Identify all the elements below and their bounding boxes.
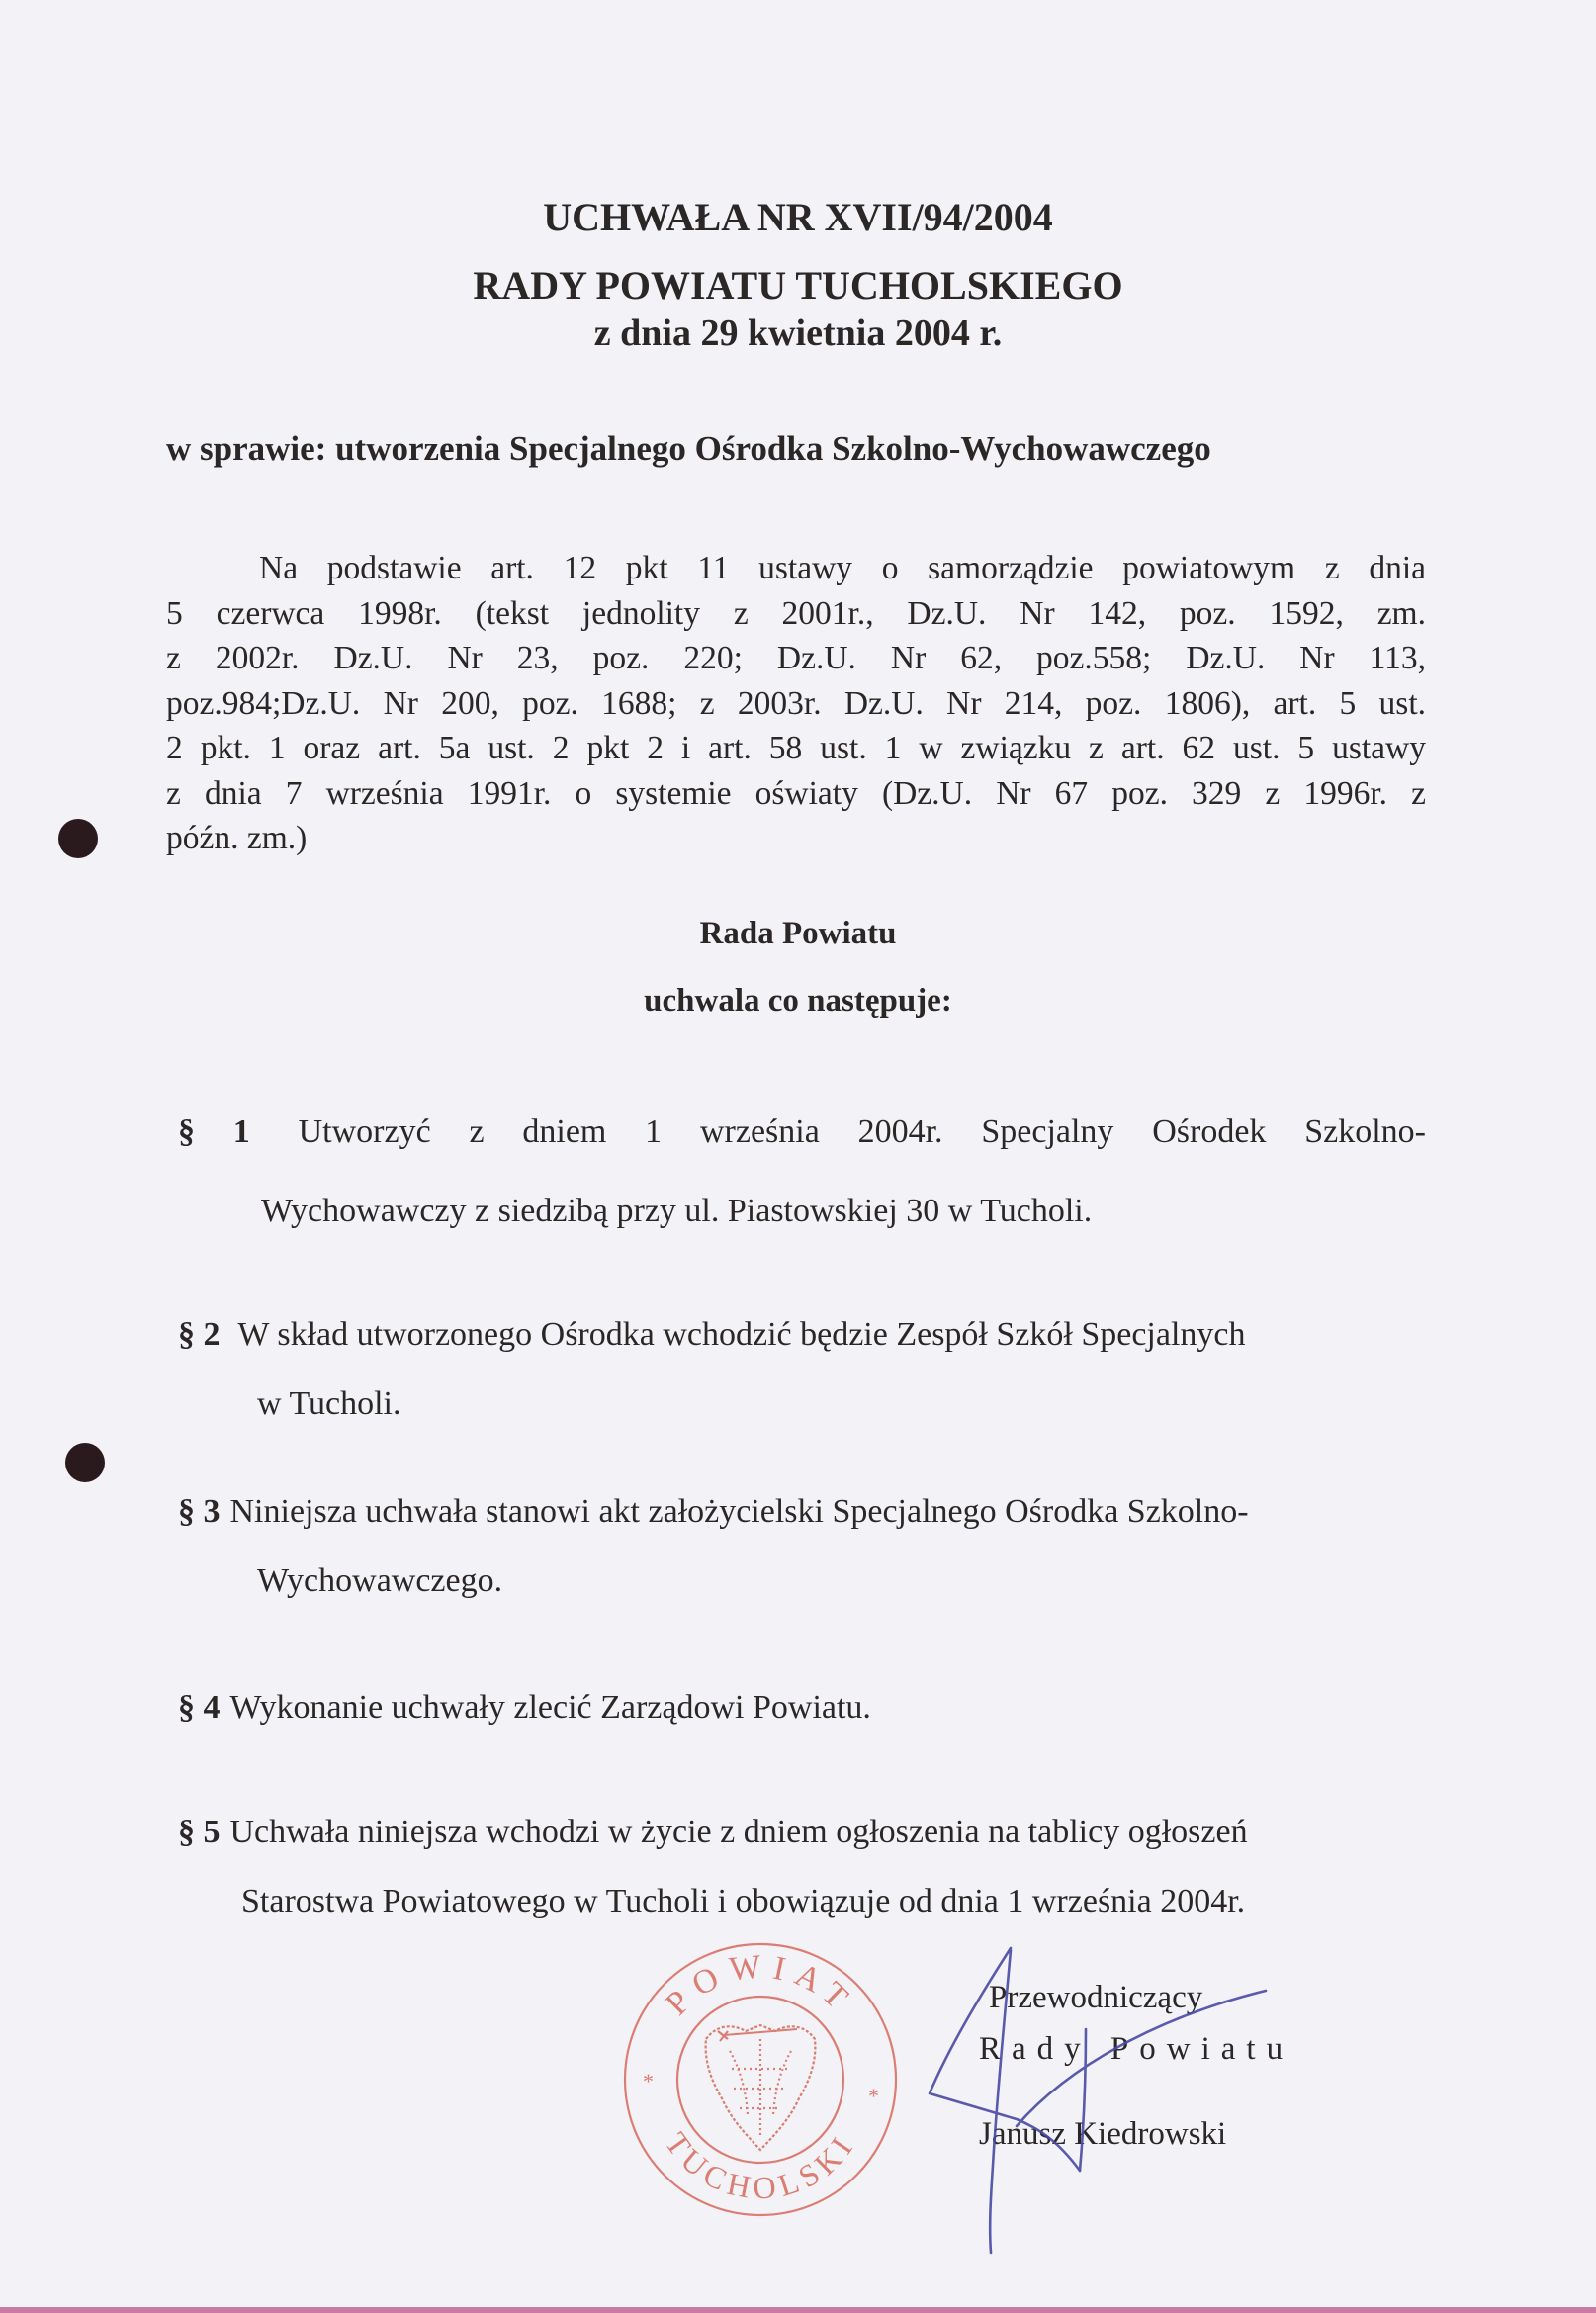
scan-edge-line — [0, 2307, 1596, 2313]
section-text: Wykonanie uchwały zlecić Zarządowi Powiatu. — [229, 1689, 871, 1726]
legal-basis-text: Na podstawie art. 12 pkt 11 ustawy o samorządzie powiatowym z dnia — [259, 550, 1426, 586]
official-seal-stamp — [621, 1940, 900, 2219]
section-3-line-1 — [178, 1493, 1426, 1562]
section-text: Uchwała niniejsza wchodzi w życie z dniem ogłoszenia na tablicy ogłoszeń — [229, 1814, 1248, 1850]
section-1-line-2: Wychowawczy z siedzibą przy ul. Piastowskiej 30 w Tucholi. — [261, 1193, 1093, 1229]
legal-basis-line: późn. zm.) — [166, 820, 308, 856]
legal-basis-line: z 2002r. Dz.U. Nr 23, poz. 220; Dz.U. Nr 62, poz.558; Dz.U. Nr 113, — [166, 640, 1426, 676]
section-1 — [178, 1113, 1426, 1272]
section-3 — [178, 1493, 1426, 1632]
section-2 — [178, 1316, 1426, 1455]
legal-basis-line: z dnia 7 września 1991r. o systemie oświaty (Dz.U. Nr 67 poz. 329 z 1996r. z — [166, 774, 1426, 812]
resolution-number: UCHWAŁA NR XVII/94/2004 — [543, 195, 1053, 239]
section-text: W skład utworzonego Ośrodka wchodzić będzie Zespół Szkół Specjalnych — [237, 1316, 1246, 1353]
section-2-line-2: w Tucholi. — [257, 1385, 401, 1422]
legal-basis-line: 2 pkt. 1 oraz art. 5a ust. 2 pkt 2 i art. 58 ust. 1 w związku z art. 62 ust. 5 ustawy — [166, 730, 1426, 766]
section-2-line-1 — [178, 1316, 1426, 1385]
stamp-star-right: * — [868, 2084, 879, 2108]
legal-basis-line: 5 czerwca 1998r. (tekst jednolity z 2001r., Dz.U. Nr 142, poz. 1592, zm. — [166, 594, 1426, 632]
handwritten-signature — [910, 1938, 1325, 2255]
section-1-line-1 — [178, 1113, 1426, 1193]
resolution-subject: w sprawie: utworzenia Specjalnego Ośrodka Szkolno-Wychowawczego — [166, 429, 1211, 468]
section-mark: § 3 — [178, 1493, 221, 1530]
council-resolves-heading: uchwala co następuje: — [644, 983, 952, 1019]
section-mark: § 5 — [178, 1814, 221, 1850]
resolution-date: z dnia 29 kwietnia 2004 r. — [593, 312, 1003, 354]
section-5-line-2: Starostwa Powiatowego w Tucholi i obowiązuje od dnia 1 września 2004r. — [241, 1883, 1246, 1919]
legal-basis-paragraph — [166, 546, 1426, 861]
section-4-line-1 — [178, 1689, 1426, 1727]
legal-basis-line: poz.984;Dz.U. Nr 200, poz. 1688; z 2003r. Dz.U. Nr 214, poz. 1806), art. 5 ust. — [166, 684, 1426, 722]
section-mark: § 1 — [178, 1113, 250, 1150]
section-text: Utworzyć z dniem 1 września 2004r. Specjalny Ośrodek Szkolno- — [298, 1113, 1427, 1150]
stamp-text-top: POWIAT — [659, 1947, 862, 2023]
section-5 — [178, 1814, 1426, 1952]
signatory-role-line-1: Przewodniczący — [989, 1980, 1203, 2015]
stamp-text-bottom: TUCHOLSKI — [658, 2125, 862, 2206]
section-text: Niniejsza uchwała stanowi akt założycielski Specjalnego Ośrodka Szkolno- — [229, 1493, 1249, 1530]
signatory-name: Janusz Kiedrowski — [979, 2116, 1227, 2152]
council-heading: Rada Powiatu — [699, 916, 897, 951]
signatory-role-line-2: Rady Powiatu — [979, 2031, 1294, 2067]
section-mark: § 2 — [178, 1316, 221, 1353]
issuing-body: RADY POWIATU TUCHOLSKIEGO — [473, 263, 1123, 308]
stamp-star-left: * — [643, 2069, 654, 2093]
punch-hole-bottom — [65, 1443, 105, 1482]
section-mark: § 4 — [178, 1689, 221, 1726]
section-3-line-2: Wychowawczego. — [257, 1562, 503, 1599]
section-5-line-1 — [178, 1814, 1426, 1883]
legal-basis-line — [166, 546, 1426, 591]
section-4 — [178, 1689, 1426, 1727]
punch-hole-top — [58, 819, 98, 858]
